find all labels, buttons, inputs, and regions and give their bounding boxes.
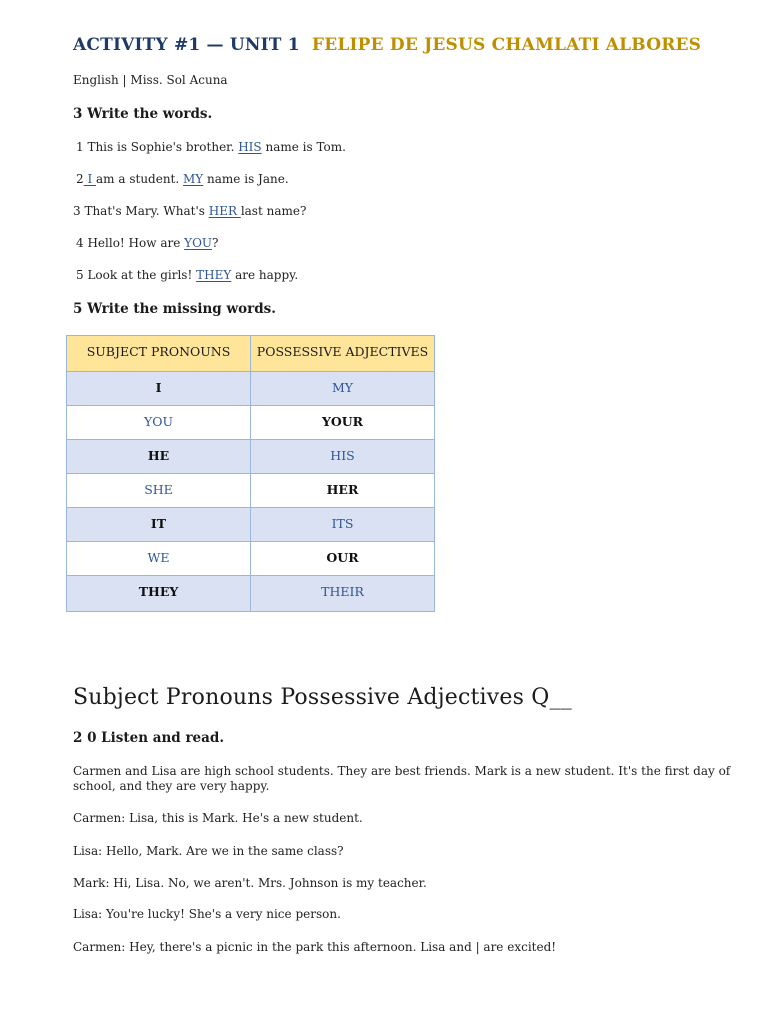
- exercise-3-item-2: [76, 172, 289, 186]
- table-row: [67, 576, 435, 612]
- column-header-possessive-adjectives: POSSESSIVE ADJECTIVES: [251, 336, 435, 372]
- document-title: [73, 35, 701, 55]
- dialogue-line: Mark: Hi, Lisa. No, we aren't. Mrs. Johnson is my teacher.: [73, 876, 427, 890]
- answer-text: HIS: [238, 140, 262, 154]
- answer-text: I: [83, 172, 97, 186]
- table-cell: YOU: [67, 406, 251, 440]
- table-cell: HIS: [251, 440, 435, 474]
- table-cell: YOUR: [251, 406, 435, 440]
- dialogue-line: Lisa: Hello, Mark. Are we in the same class?: [73, 844, 344, 858]
- item-text: 5 Look at the girls!: [76, 268, 197, 282]
- item-text: ?: [212, 236, 219, 250]
- story-paragraph: Carmen and Lisa are high school students. They are best friends. Mark is a new student. It's the first day of school, and they are very happy.: [73, 764, 731, 793]
- listen-and-read-heading: 2 0 Listen and read.: [73, 730, 225, 746]
- table-cell: THEY: [67, 576, 251, 612]
- table-header-row: [67, 336, 435, 372]
- exercise-3-item-3: [73, 204, 306, 218]
- item-text: 1 This is Sophie's brother.: [76, 140, 239, 154]
- table-cell: MY: [251, 372, 435, 406]
- item-text: name is Tom.: [261, 140, 346, 154]
- exercise-3-item-5: [76, 268, 298, 282]
- table-cell: THEIR: [251, 576, 435, 612]
- course-subtitle: English | Miss. Sol Acuna: [73, 73, 228, 87]
- table-row: [67, 406, 435, 440]
- table-cell: WE: [67, 542, 251, 576]
- item-text: am a student.: [96, 172, 184, 186]
- table-cell: ITS: [251, 508, 435, 542]
- activity-title: ACTIVITY #1 — UNIT 1: [73, 35, 300, 55]
- section-title: Subject Pronouns Possessive Adjectives Q__: [73, 685, 572, 710]
- item-text: name is Jane.: [203, 172, 289, 186]
- dialogue-line: Lisa: You're lucky! She's a very nice person.: [73, 907, 341, 921]
- table-row: [67, 372, 435, 406]
- table-row: [67, 542, 435, 576]
- exercise-3-item-4: [76, 236, 218, 250]
- answer-text: YOU: [184, 236, 213, 250]
- item-text: 2: [76, 172, 84, 186]
- table-cell: OUR: [251, 542, 435, 576]
- table-cell: SHE: [67, 474, 251, 508]
- table-cell: IT: [67, 508, 251, 542]
- table-row: [67, 508, 435, 542]
- table-cell: HE: [67, 440, 251, 474]
- item-text: last name?: [240, 204, 307, 218]
- table-row: [67, 440, 435, 474]
- column-header-subject-pronouns: SUBJECT PRONOUNS: [67, 336, 251, 372]
- table-cell: I: [67, 372, 251, 406]
- item-text: 4 Hello! How are: [76, 236, 185, 250]
- table-cell: HER: [251, 474, 435, 508]
- item-text: 3 That's Mary. What's: [73, 204, 209, 218]
- exercise-3-item-1: [76, 140, 346, 154]
- exercise-3-heading: 3 Write the words.: [73, 106, 213, 122]
- student-name: FELIPE DE JESUS CHAMLATI ALBORES: [311, 35, 702, 55]
- exercise-5-heading: 5 Write the missing words.: [73, 301, 276, 317]
- pronouns-table: [66, 335, 435, 612]
- dialogue-line: Carmen: Lisa, this is Mark. He's a new student.: [73, 811, 363, 825]
- table-row: [67, 474, 435, 508]
- dialogue-line: Carmen: Hey, there's a picnic in the park this afternoon. Lisa and | are excited!: [73, 940, 557, 954]
- item-text: are happy.: [231, 268, 299, 282]
- answer-text: THEY: [196, 268, 232, 282]
- answer-text: HER: [208, 204, 241, 218]
- answer-text: MY: [183, 172, 204, 186]
